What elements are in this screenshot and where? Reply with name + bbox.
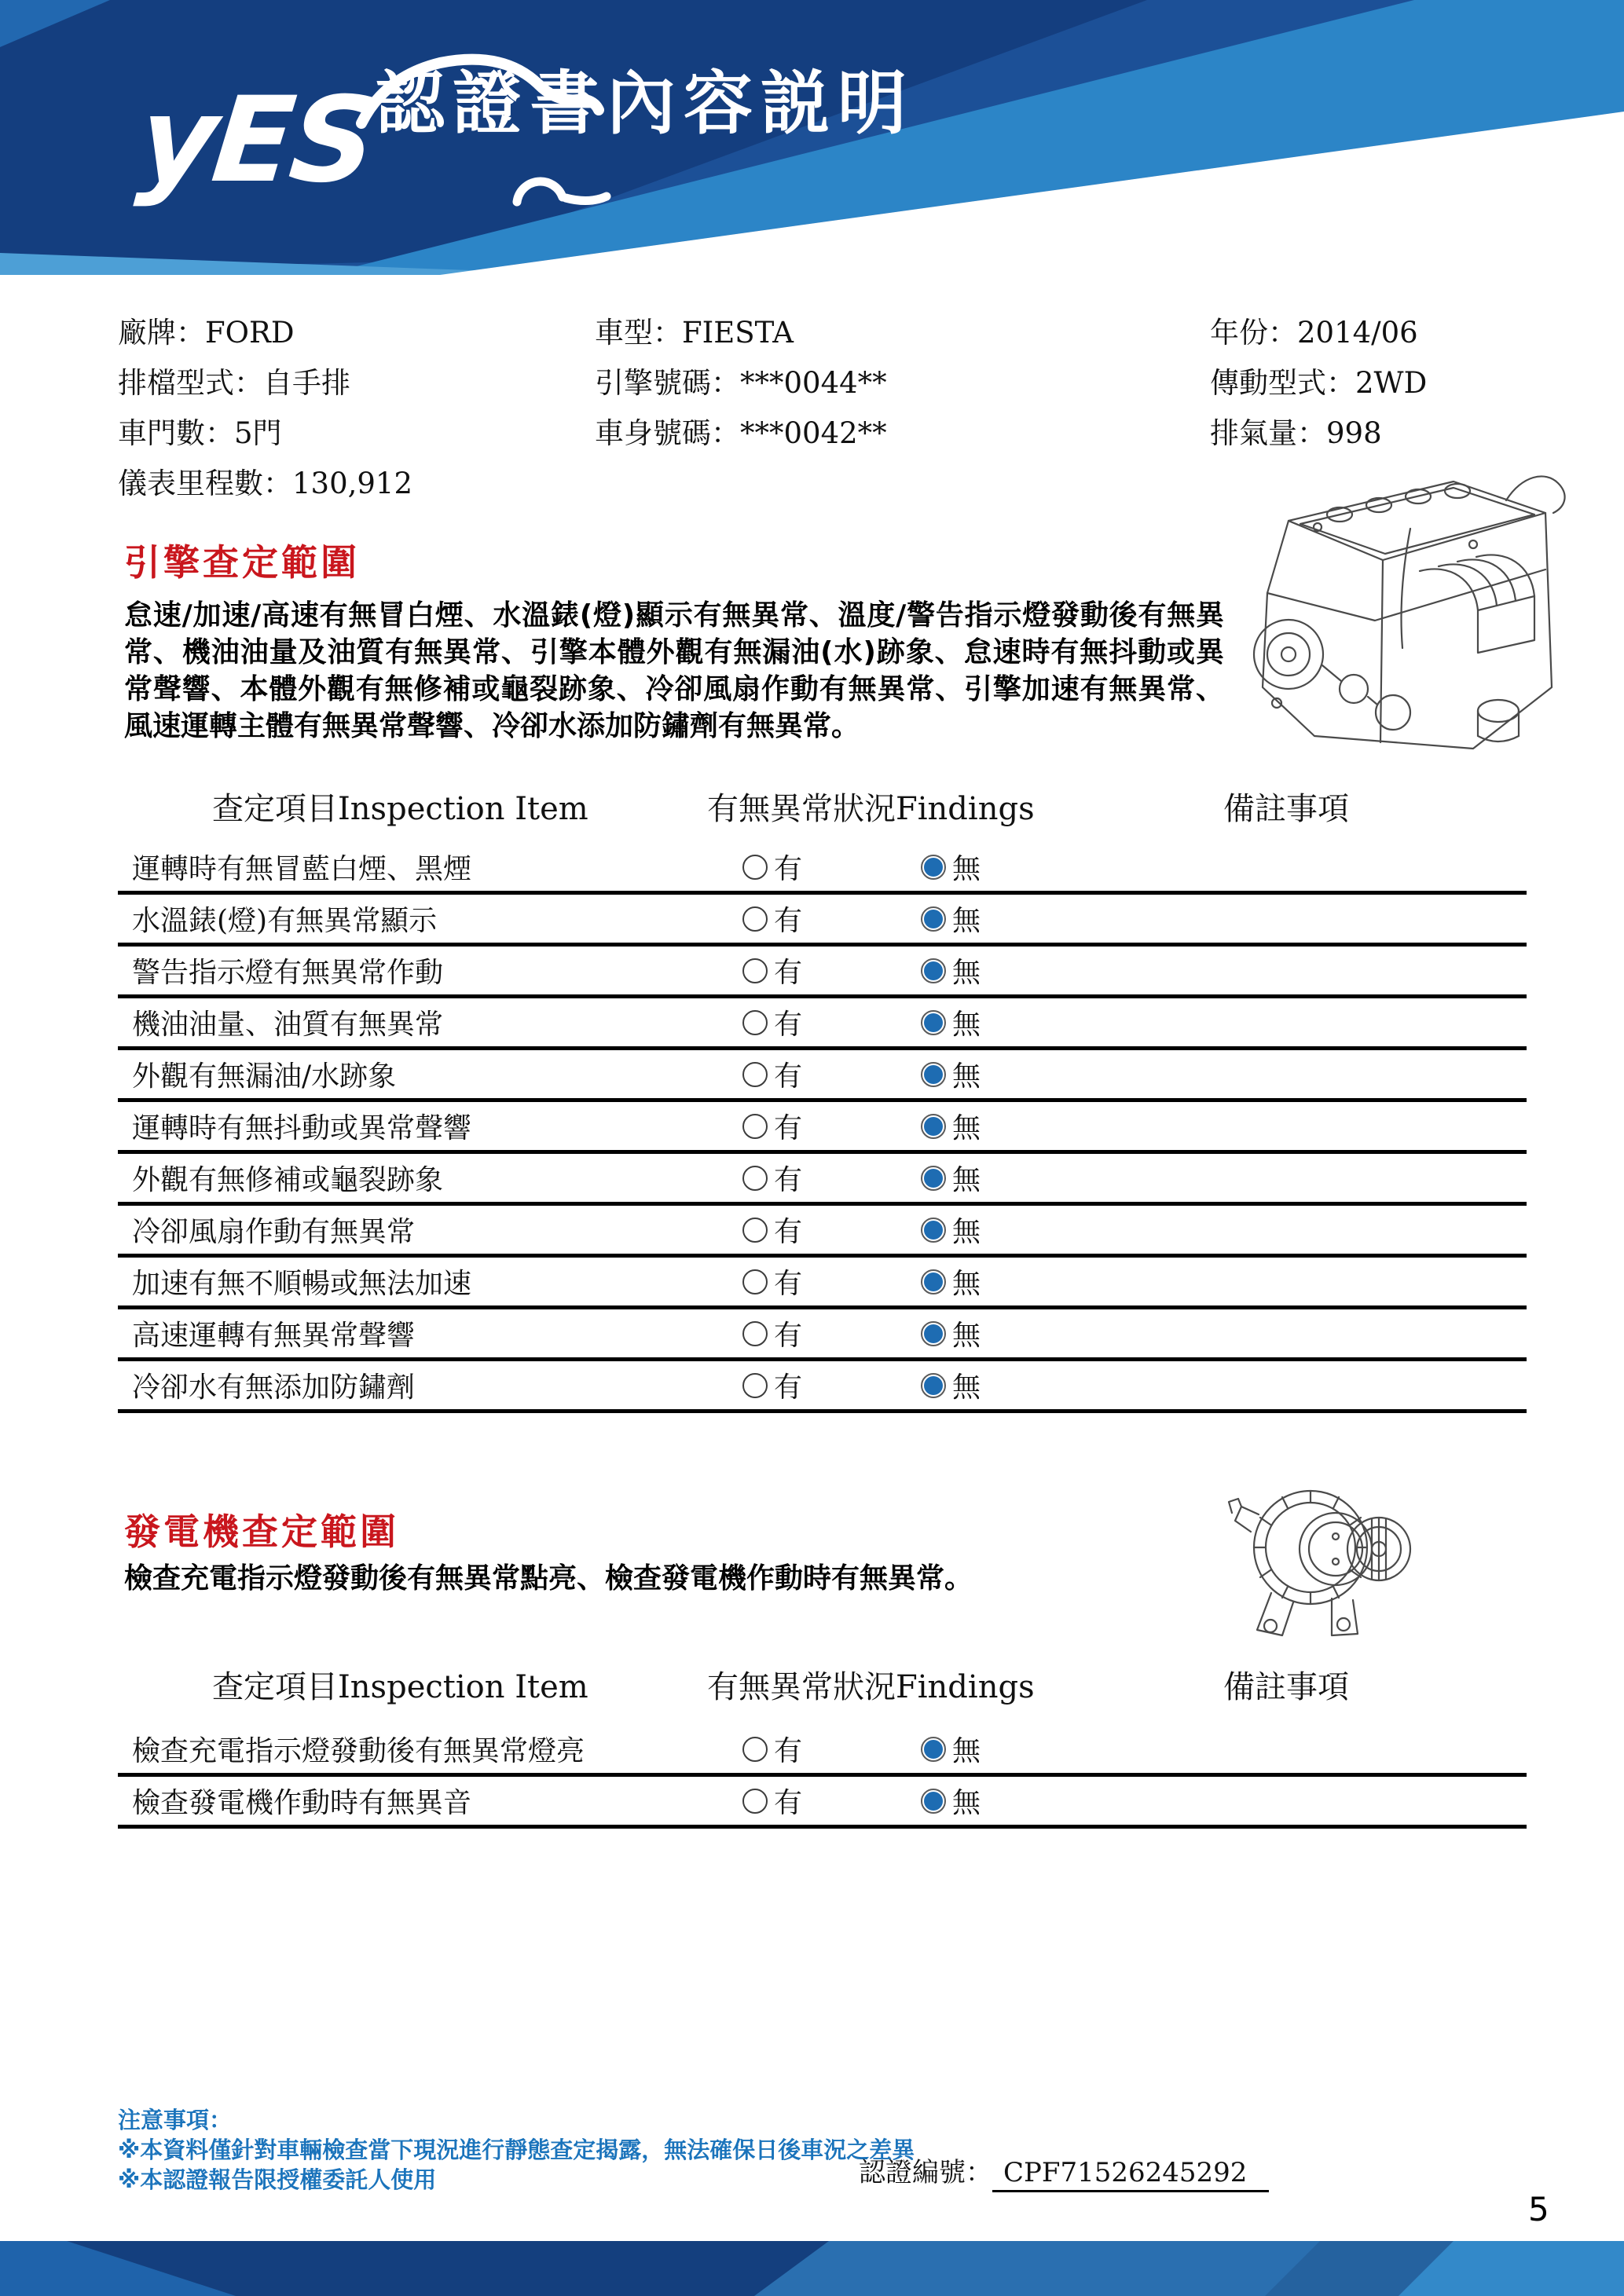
radio-circle-icon[interactable] <box>921 1114 946 1139</box>
alternator-illustration <box>1218 1469 1430 1653</box>
finding-radio-no[interactable] <box>921 950 981 991</box>
vehicle-info-line: 引擎號碼：***0044** <box>595 366 887 400</box>
radio-yes-label: 有 <box>774 1371 803 1404</box>
inspection-item-label: 外觀有無修補或龜裂跡象 <box>132 1164 444 1196</box>
footer-notes <box>118 2105 915 2195</box>
radio-yes-label: 有 <box>774 905 803 937</box>
footer-banner-art <box>0 2241 1624 2296</box>
engine-table-header-remarks: 備註事項 <box>1223 791 1349 827</box>
notes-title: 注意事項： <box>118 2107 233 2133</box>
page-title: 認證書內容説明 <box>376 63 915 144</box>
radio-yes-label: 有 <box>774 1320 803 1352</box>
inspection-table-row <box>118 1361 1527 1413</box>
inspection-item-label: 加速有無不順暢或無法加速 <box>132 1268 472 1300</box>
finding-radio-yes[interactable] <box>742 1158 802 1198</box>
note-line-2: ※本認證報告限授權委託人使用 <box>118 2166 437 2193</box>
radio-yes-label: 有 <box>774 957 803 989</box>
radio-circle-icon[interactable] <box>742 1789 768 1814</box>
finding-radio-no[interactable] <box>921 1365 981 1405</box>
finding-radio-no[interactable] <box>921 1729 981 1769</box>
inspection-table-row <box>118 1154 1527 1206</box>
generator-section-heading: 發電機查定範圍 <box>124 1511 399 1553</box>
inspection-table-row <box>118 1050 1527 1102</box>
inspection-table-row <box>118 998 1527 1050</box>
finding-radio-yes[interactable] <box>742 1313 802 1353</box>
engine-inspection-table <box>118 843 1527 1413</box>
radio-circle-icon[interactable] <box>742 906 768 932</box>
generator-inspection-table <box>118 1725 1527 1829</box>
inspection-item-label: 警告指示燈有無異常作動 <box>132 957 444 989</box>
finding-radio-yes[interactable] <box>742 1002 802 1042</box>
vehicle-info-line: 廠牌：FORD <box>118 316 295 350</box>
radio-circle-icon[interactable] <box>742 855 768 880</box>
certificate-number-label: 認證編號： <box>859 2157 992 2188</box>
inspection-table-row <box>118 1206 1527 1258</box>
finding-radio-yes[interactable] <box>742 1054 802 1094</box>
radio-no-label: 無 <box>952 1009 981 1041</box>
finding-radio-no[interactable] <box>921 1781 981 1821</box>
engine-table-header-item: 查定項目Inspection Item <box>212 791 588 827</box>
inspection-table-row <box>118 843 1527 895</box>
engine-table-header-findings: 有無異常狀況Findings <box>707 791 1035 827</box>
radio-circle-icon[interactable] <box>921 855 946 880</box>
finding-radio-no[interactable] <box>921 1106 981 1146</box>
radio-yes-label: 有 <box>774 1164 803 1196</box>
certificate-number-value: CPF71526245292 <box>992 2157 1269 2192</box>
engine-section-heading: 引擎查定範圍 <box>124 541 360 584</box>
radio-circle-icon[interactable] <box>742 1269 768 1294</box>
vehicle-info-line: 車門數：5門 <box>118 416 282 450</box>
generator-section-description: 檢查充電指示燈發動後有無異常點亮、檢查發電機作動時有無異常。 <box>124 1562 973 1595</box>
radio-circle-icon[interactable] <box>921 1373 946 1398</box>
inspection-table-row <box>118 947 1527 998</box>
radio-no-label: 無 <box>952 1787 981 1819</box>
radio-circle-icon[interactable] <box>742 1010 768 1035</box>
generator-table-header-item: 查定項目Inspection Item <box>212 1669 588 1705</box>
finding-radio-yes[interactable] <box>742 899 802 939</box>
finding-radio-yes[interactable] <box>742 1210 802 1250</box>
radio-no-label: 無 <box>952 1735 981 1767</box>
finding-radio-no[interactable] <box>921 847 981 887</box>
finding-radio-no[interactable] <box>921 1002 981 1042</box>
inspection-item-label: 檢查發電機作動時有無異音 <box>132 1787 472 1819</box>
radio-yes-label: 有 <box>774 1060 803 1093</box>
vehicle-info-line: 年份：2014/06 <box>1210 316 1418 350</box>
radio-no-label: 無 <box>952 853 981 885</box>
finding-radio-yes[interactable] <box>742 1781 802 1821</box>
inspection-item-label: 運轉時有無冒藍白煙、黑煙 <box>132 853 472 885</box>
radio-no-label: 無 <box>952 1060 981 1093</box>
radio-circle-icon[interactable] <box>921 1789 946 1814</box>
vehicle-info-line: 傳動型式：2WD <box>1210 366 1428 400</box>
radio-no-label: 無 <box>952 1268 981 1300</box>
inspection-table-row <box>118 1258 1527 1309</box>
vehicle-info-line: 儀表里程數：130,912 <box>118 467 413 500</box>
inspection-item-label: 外觀有無漏油/水跡象 <box>132 1060 397 1093</box>
radio-yes-label: 有 <box>774 1787 803 1819</box>
radio-yes-label: 有 <box>774 853 803 885</box>
radio-yes-label: 有 <box>774 1216 803 1248</box>
radio-circle-icon[interactable] <box>921 1269 946 1294</box>
inspection-table-row <box>118 1725 1527 1777</box>
radio-circle-icon[interactable] <box>742 1218 768 1243</box>
finding-radio-yes[interactable] <box>742 1729 802 1769</box>
radio-yes-label: 有 <box>774 1268 803 1300</box>
radio-circle-icon[interactable] <box>921 958 946 983</box>
radio-circle-icon[interactable] <box>742 1321 768 1346</box>
radio-no-label: 無 <box>952 1216 981 1248</box>
note-line-1: ※本資料僅針對車輛檢查當下現況進行靜態查定揭露，無法確保日後車況之差異 <box>118 2137 915 2163</box>
vehicle-info-column-3 <box>1210 308 1427 459</box>
inspection-item-label: 機油油量、油質有無異常 <box>132 1009 444 1041</box>
engine-section-description: 怠速/加速/高速有無冒白煙、水溫錶(燈)顯示有無異常、溫度/警告指示燈發動後有無異常、機油油量及油質有無異常、引擎本體外觀有無漏油(水)跡象、怠速時有無抖動或異常聲響、本體外觀有無修補或龜裂跡象、冷卻風扇作動有無異常、引擎加速有無異常、風速運轉主體有無異常聲響、冷卻水添加防鏽劑有無異常。 <box>124 599 1224 742</box>
radio-yes-label: 有 <box>774 1735 803 1767</box>
inspection-table-row <box>118 895 1527 947</box>
finding-radio-yes[interactable] <box>742 847 802 887</box>
generator-table-header-findings: 有無異常狀況Findings <box>707 1669 1035 1705</box>
finding-radio-no[interactable] <box>921 1313 981 1353</box>
radio-yes-label: 有 <box>774 1112 803 1144</box>
radio-circle-icon[interactable] <box>921 1010 946 1035</box>
finding-radio-yes[interactable] <box>742 950 802 991</box>
radio-circle-icon[interactable] <box>921 1321 946 1346</box>
radio-no-label: 無 <box>952 957 981 989</box>
radio-circle-icon[interactable] <box>742 1114 768 1139</box>
inspection-item-label: 冷卻水有無添加防鏽劑 <box>132 1371 416 1404</box>
radio-circle-icon[interactable] <box>742 1373 768 1398</box>
vehicle-info-column-2 <box>595 308 887 459</box>
yes-logo-text: yES <box>132 72 380 209</box>
inspection-table-row <box>118 1102 1527 1154</box>
vehicle-info-column-1 <box>118 308 412 509</box>
finding-radio-no[interactable] <box>921 1210 981 1250</box>
radio-no-label: 無 <box>952 1371 981 1404</box>
inspection-item-label: 檢查充電指示燈發動後有無異常燈亮 <box>132 1735 585 1767</box>
vehicle-info-line: 車身號碼：***0042** <box>595 416 887 450</box>
radio-circle-icon[interactable] <box>921 1166 946 1191</box>
radio-no-label: 無 <box>952 1320 981 1352</box>
engine-illustration <box>1214 452 1583 766</box>
inspection-table-row <box>118 1309 1527 1361</box>
finding-radio-no[interactable] <box>921 1262 981 1302</box>
radio-yes-label: 有 <box>774 1009 803 1041</box>
inspection-item-label: 運轉時有無抖動或異常聲響 <box>132 1112 472 1144</box>
certificate-number-row <box>859 2151 1269 2189</box>
radio-circle-icon[interactable] <box>921 1737 946 1762</box>
vehicle-info-line: 排氣量：998 <box>1210 416 1382 450</box>
inspection-table-row <box>118 1777 1527 1829</box>
vehicle-info-line: 排檔型式：自手排 <box>118 366 350 400</box>
finding-radio-no[interactable] <box>921 1158 981 1198</box>
inspection-item-label: 水溫錶(燈)有無異常顯示 <box>132 905 438 937</box>
radio-no-label: 無 <box>952 1112 981 1144</box>
finding-radio-no[interactable] <box>921 899 981 939</box>
radio-no-label: 無 <box>952 1164 981 1196</box>
finding-radio-yes[interactable] <box>742 1365 802 1405</box>
radio-circle-icon[interactable] <box>921 1218 946 1243</box>
radio-circle-icon[interactable] <box>742 958 768 983</box>
radio-circle-icon[interactable] <box>742 1737 768 1762</box>
finding-radio-no[interactable] <box>921 1054 981 1094</box>
radio-no-label: 無 <box>952 905 981 937</box>
radio-circle-icon[interactable] <box>742 1166 768 1191</box>
radio-circle-icon[interactable] <box>921 1062 946 1087</box>
finding-radio-yes[interactable] <box>742 1262 802 1302</box>
finding-radio-yes[interactable] <box>742 1106 802 1146</box>
inspection-item-label: 高速運轉有無異常聲響 <box>132 1320 416 1352</box>
generator-table-header-remarks: 備註事項 <box>1223 1669 1349 1705</box>
page-number: 5 <box>1528 2190 1549 2228</box>
inspection-item-label: 冷卻風扇作動有無異常 <box>132 1216 416 1248</box>
radio-circle-icon[interactable] <box>921 906 946 932</box>
radio-circle-icon[interactable] <box>742 1062 768 1087</box>
vehicle-info-line: 車型：FIESTA <box>595 316 794 350</box>
